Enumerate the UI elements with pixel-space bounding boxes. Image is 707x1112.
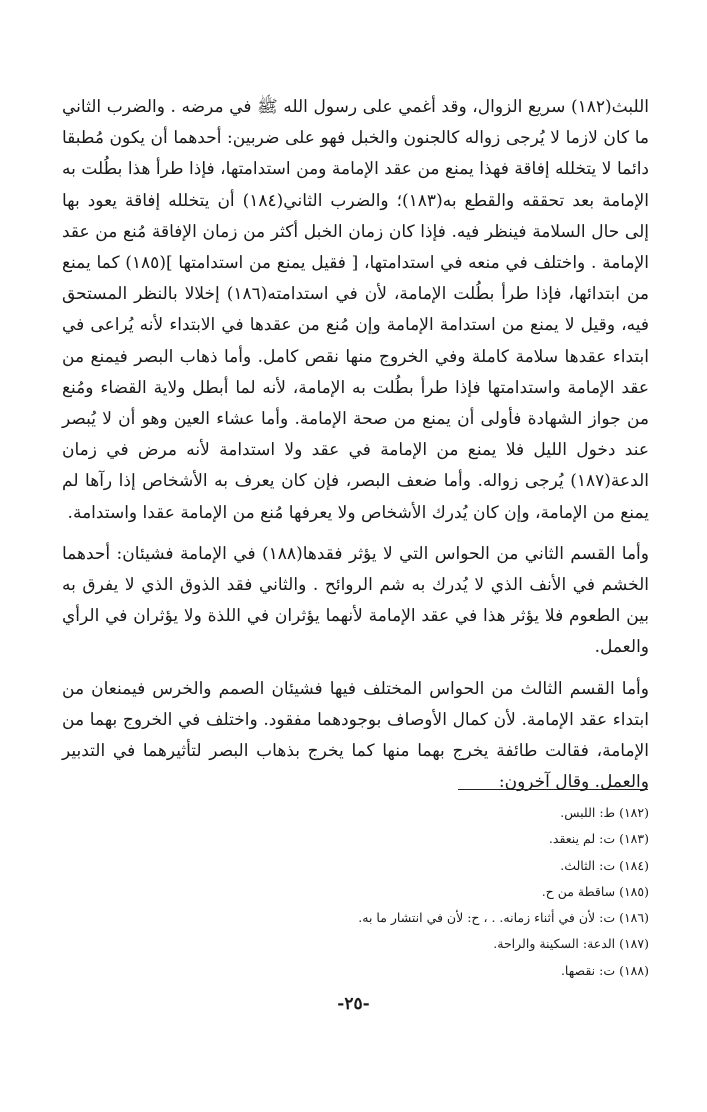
footnote-182: (١٨٢) ط: اللبس. <box>560 805 649 820</box>
footnote-185: (١٨٥) ساقطة من ح. <box>541 883 649 899</box>
paragraph-3: وأما القسم الثالث من الحواس المختلف فيها فشيئان الصمم والخرس فيمنعان من ابتداء عقد الإمامة. لأن كمال الأوصاف بوجودهما مفقود. واختلف في الخروج بهما من الإمامة، فقالت طائفة يخرج بهما منها كما يخرج بذهاب البصر لتأثيرهما في التدبير والعمل. وقال آخرون: <box>62 678 649 793</box>
footnote-188: (١٨٨) ت: نقصها. <box>560 962 649 978</box>
footnote-divider <box>458 789 648 790</box>
footnote-183: (١٨٣) ت: لم ينعقد. <box>548 831 649 847</box>
footnote-184: (١٨٤) ت: الثالث. <box>560 857 649 873</box>
paragraph-1: اللبث(١٨٢) سريع الزوال، وقد أغمي على رسول الله ﷺ في مرضه . والضرب الثاني ما كان لازما لا يُرجى زواله كالجنون والخبل فهو على ضربين: أحدهما أن يكون مُطبقا دائما لا يتخلله إفاقة فهذا يمنع من عقد الإمامة ومن استدامتها، فإذا طرأ هذا بطُلت به الإمامة بعد تحققه والقطع به(١٨٣)؛ والضرب الثاني(١٨٤) أن يتخلله إفاقة يعود بها إلى حال السلامة فينظر فيه. فإذا كان زمان الخبل أكثر من زمان الإفاقة مُنع من عقد الإمامة . واختلف في منعه في استدامتها، [ فقيل يمنع من استدامتها ](١٨٥) كما يمنع من ابتدائها، فإذا طرأ بطُلت الإمامة، لأن في استدامته(١٨٦) إخلالا بالنظر المستحق فيه، وقيل لا يمنع من استدامة الإمامة وإن مُنع من عقدها في الابتداء لأنه يُراعى في ابتداء عقدها سلامة كاملة وفي الخروج منها نقص كامل. وأما ذهاب البصر فيمنع من عقد الإمامة واستدامتها فإذا طرأ بطُلت به الإمامة، لأنه لما أبطل ولاية القضاء ومُنع من جواز الشهادة فأولى أن يمنع من صحة الإمامة. وأما عشاء العين وهو أن لا يُبصر عند دخول الليل فلا يمنع من الإمامة في عقد ولا استدامة لأنه مرض في زمان الدعة(١٨٧) يُرجى زواله. وأما ضعف البصر، فإن كان يعرف به الأشخاص إذا رآها لم يمنع من الإمامة، وإن كان يُدرك الأشخاص ولا يعرفها مُنع من الإمامة عقدا واستدامة. <box>62 97 649 523</box>
page-number: -٢٥- <box>337 994 370 1014</box>
footnotes <box>62 800 649 984</box>
footnote-186: (١٨٦) ت: لأن في أثناء زمانه. . ، ح: لأن في انتشار ما به. <box>358 910 649 926</box>
footnote-187: (١٨٧) الدعة: السكينة والراحة. <box>493 936 649 952</box>
paragraph-2: وأما القسم الثاني من الحواس التي لا يؤثر فقدها(١٨٨) في الإمامة فشيئان: أحدهما الخشم في الأنف الذي لا يُدرك به شم الروائح . والثاني فقد الذوق الذي لا يفرق به بين الطعوم فلا يؤثر هذا في عقد الإمامة لأنهما يؤثران في اللذة ولا يؤثران في الرأي والعمل. <box>62 543 649 658</box>
main-text <box>62 92 649 798</box>
